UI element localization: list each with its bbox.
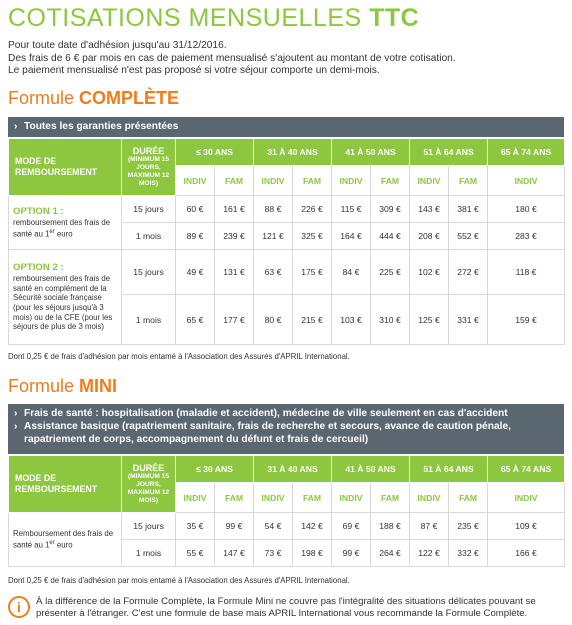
price-cell: 55 € [176, 540, 215, 567]
price-cell: 142 € [293, 513, 332, 540]
header-mode: MODE DE REMBOURSEMENT [9, 456, 122, 513]
section-title-complete [8, 88, 179, 109]
price-cell: 99 € [332, 540, 371, 567]
price-cell: 164 € [332, 223, 371, 250]
header-duree-label: DURÉE [132, 146, 165, 156]
section-title-light: Formule [8, 376, 80, 396]
price-cell: 208 € [410, 223, 449, 250]
price-cell: 331 € [449, 295, 488, 345]
subheader-indiv: INDIV [332, 166, 371, 196]
price-cell: 89 € [176, 223, 215, 250]
subheader-fam: FAM [293, 166, 332, 196]
price-cell: 88 € [254, 196, 293, 223]
intro-line: Des frais de 6 € par mois en cas de paiement mensualisé s'ajoutent au montant de votre cotisation. [8, 52, 456, 64]
banner-line: Frais de santé : hospitalisation (maladie et accident), médecine de ville seulement en cas d'accident [24, 408, 508, 419]
price-cell: 310 € [371, 295, 410, 345]
price-cell: 264 € [371, 540, 410, 567]
subheader-fam: FAM [293, 483, 332, 513]
chevron-right-icon: › [14, 408, 18, 419]
page-title-main: COTISATIONS MENSUELLES [8, 4, 370, 32]
banner-mini [8, 404, 564, 454]
page-title [8, 4, 419, 33]
price-cell: 60 € [176, 196, 215, 223]
header-age-41-50: 41 À 50 ANS [332, 456, 410, 483]
price-cell: 166 € [488, 540, 565, 567]
mini-option-sup: er [49, 539, 55, 546]
price-cell: 118 € [488, 250, 565, 295]
price-cell: 272 € [449, 250, 488, 295]
price-cell: 143 € [410, 196, 449, 223]
info-text: À la différence de la Formule Complète, la Formule Mini ne couvre pas l'intégralité des situations délicates pouvant se présenter à l'étranger. C'est une formule de base mais APRIL International vous recommande la Formule Complète. [36, 596, 536, 619]
price-cell: 125 € [410, 295, 449, 345]
price-cell: 215 € [293, 295, 332, 345]
pricing-table-complete [8, 138, 565, 345]
duration-cell: 15 jours [122, 513, 176, 540]
price-cell: 115 € [332, 196, 371, 223]
option-1-name: OPTION 1 : [13, 206, 64, 218]
header-age-65-74: 65 À 74 ANS [488, 139, 565, 166]
intro-line: Le paiement mensualisé n'est pas proposé si votre séjour comporte un demi-mois. [8, 65, 380, 77]
duration-cell: 15 jours [122, 196, 176, 223]
price-cell: 225 € [371, 250, 410, 295]
subheader-indiv: INDIV [332, 483, 371, 513]
chevron-right-icon: › [14, 121, 18, 132]
intro-line: Pour toute date d'adhésion jusqu'au 31/12/2016. [8, 40, 227, 51]
subheader-indiv: INDIV [254, 166, 293, 196]
subheader-indiv: INDIV [410, 483, 449, 513]
intro-text [8, 40, 564, 78]
price-cell: 131 € [215, 250, 254, 295]
price-cell: 161 € [215, 196, 254, 223]
price-cell: 381 € [449, 196, 488, 223]
price-cell: 87 € [410, 513, 449, 540]
duration-cell: 1 mois [122, 295, 176, 345]
section-title-bold: COMPLÈTE [79, 88, 180, 108]
note-mini: Dont 0,25 € de frais d'adhésion par mois entamé à l'Association des Assurés d'APRIL International. [8, 576, 350, 585]
option-2-name: OPTION 2 : [13, 262, 64, 274]
subheader-indiv: INDIV [488, 166, 565, 196]
mini-option-desc: Remboursement des frais de santé au 1 [13, 529, 114, 550]
subheader-fam: FAM [449, 166, 488, 196]
header-age-31-40: 31 À 40 ANS [254, 139, 332, 166]
option-2-desc: remboursement des frais de santé en complément de la Sécurité sociale française (pour les séjours jusqu'à 3 mois) ou de la CFE (pour les séjours de plus de 3 mois) [13, 274, 113, 332]
header-age-51-64: 51 À 64 ANS [410, 139, 488, 166]
info-icon: i [8, 596, 30, 618]
header-duree-label: DURÉE [132, 463, 165, 473]
subheader-fam: FAM [215, 166, 254, 196]
price-cell: 122 € [410, 540, 449, 567]
subheader-fam: FAM [215, 483, 254, 513]
duration-cell: 1 mois [122, 223, 176, 250]
header-age-51-64: 51 À 64 ANS [410, 456, 488, 483]
subheader-indiv: INDIV [410, 166, 449, 196]
price-cell: 35 € [176, 513, 215, 540]
pricing-table-mini [8, 455, 565, 567]
page-title-ttc: TTC [369, 4, 420, 32]
price-cell: 69 € [332, 513, 371, 540]
header-age-30: ≤ 30 ANS [176, 139, 254, 166]
subheader-indiv: INDIV [176, 483, 215, 513]
subheader-fam: FAM [371, 166, 410, 196]
price-cell: 180 € [488, 196, 565, 223]
price-cell: 235 € [449, 513, 488, 540]
subheader-fam: FAM [371, 483, 410, 513]
price-cell: 309 € [371, 196, 410, 223]
section-title-bold: MINI [79, 376, 118, 396]
section-title-mini [8, 376, 117, 397]
subheader-fam: FAM [449, 483, 488, 513]
mini-option-end: euro [54, 540, 73, 550]
option-1-end: euro [54, 229, 73, 239]
subheader-indiv: INDIV [176, 166, 215, 196]
banner-line: Toutes les garanties présentées [24, 121, 179, 132]
header-mode: MODE DE REMBOURSEMENT [9, 139, 122, 196]
price-cell: 54 € [254, 513, 293, 540]
price-cell: 121 € [254, 223, 293, 250]
price-cell: 109 € [488, 513, 565, 540]
header-age-41-50: 41 À 50 ANS [332, 139, 410, 166]
price-cell: 147 € [215, 540, 254, 567]
option-2-cell [9, 250, 122, 345]
price-cell: 80 € [254, 295, 293, 345]
chevron-right-icon: › [14, 421, 18, 432]
price-cell: 325 € [293, 223, 332, 250]
banner-complete [8, 117, 564, 137]
price-cell: 175 € [293, 250, 332, 295]
price-cell: 444 € [371, 223, 410, 250]
header-age-31-40: 31 À 40 ANS [254, 456, 332, 483]
option-1-desc: remboursement des frais de santé au 1 [13, 218, 111, 239]
header-age-30: ≤ 30 ANS [176, 456, 254, 483]
price-cell: 63 € [254, 250, 293, 295]
option-1-sup: er [49, 228, 55, 235]
note-complete: Dont 0,25 € de frais d'adhésion par mois entamé à l'Association des Assurés d'APRIL International. [8, 352, 350, 361]
header-duree-sub: (MINIMUM 15 JOURS, MAXIMUM 12 MOIS) [127, 156, 170, 187]
duration-cell: 15 jours [122, 250, 176, 295]
price-cell: 226 € [293, 196, 332, 223]
price-cell: 177 € [215, 295, 254, 345]
subheader-indiv: INDIV [488, 483, 565, 513]
price-cell: 73 € [254, 540, 293, 567]
banner-line: Assistance basique (rapatriement sanitaire, frais de recherche et secours, avance de caution pénale, rapatriement de corps, accompagnement du défunt et frais de cercueil) [24, 421, 511, 445]
header-age-65-74: 65 À 74 ANS [488, 456, 565, 483]
duration-cell: 1 mois [122, 540, 176, 567]
price-cell: 188 € [371, 513, 410, 540]
price-cell: 103 € [332, 295, 371, 345]
price-cell: 198 € [293, 540, 332, 567]
price-cell: 332 € [449, 540, 488, 567]
price-cell: 283 € [488, 223, 565, 250]
price-cell: 102 € [410, 250, 449, 295]
price-cell: 84 € [332, 250, 371, 295]
price-cell: 159 € [488, 295, 565, 345]
header-duree-sub: (MINIMUM 15 JOURS, MAXIMUM 12 MOIS) [127, 473, 170, 504]
price-cell: 99 € [215, 513, 254, 540]
price-cell: 552 € [449, 223, 488, 250]
subheader-indiv: INDIV [254, 483, 293, 513]
price-cell: 49 € [176, 250, 215, 295]
price-cell: 239 € [215, 223, 254, 250]
header-duree [122, 456, 176, 513]
price-cell: 65 € [176, 295, 215, 345]
info-box [8, 596, 564, 622]
header-duree [122, 139, 176, 196]
mini-option-cell [9, 513, 122, 567]
option-1-cell [9, 196, 122, 250]
section-title-light: Formule [8, 88, 80, 108]
